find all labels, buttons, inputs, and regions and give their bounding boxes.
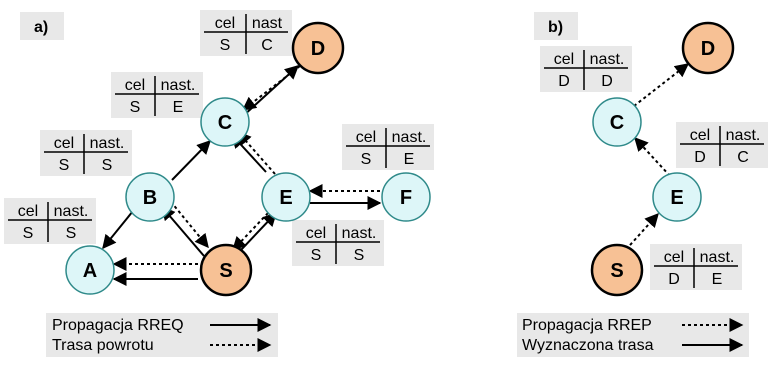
table-header-next: nast. xyxy=(89,135,125,152)
node-s xyxy=(201,245,251,295)
table-header-next: nast. xyxy=(341,225,377,242)
edge-c-d-rrep xyxy=(634,64,688,106)
table-value-target: D xyxy=(668,271,680,288)
node-b-label: B xyxy=(142,187,158,209)
table-value-next: E xyxy=(711,271,723,288)
table-b-s xyxy=(650,244,742,290)
table-f xyxy=(342,124,434,170)
node-b-e-label: E xyxy=(670,187,684,209)
table-value-next: E xyxy=(172,99,184,116)
legend-dotted-label: Propagacja RREP xyxy=(522,317,652,334)
edge-c-d-rreq xyxy=(243,66,298,116)
panel-b-label: b) xyxy=(548,19,564,36)
table-a xyxy=(4,198,96,244)
table-header-target: cel xyxy=(17,203,39,220)
table-header-next: nast. xyxy=(699,249,735,266)
panel-a-label: a) xyxy=(34,19,49,36)
node-e-label: E xyxy=(279,187,293,209)
legend-solid-label: Wyznaczona trasa xyxy=(522,337,654,354)
panel-a xyxy=(4,10,434,357)
node-f xyxy=(382,173,430,221)
table-value-next: E xyxy=(403,151,415,168)
table-e xyxy=(292,220,384,266)
node-e xyxy=(262,173,310,221)
table-c xyxy=(111,72,203,118)
node-d xyxy=(293,23,343,73)
table-header-next: nast. xyxy=(725,127,761,144)
table-value-next: S xyxy=(353,247,365,264)
edge-b-a-rreq xyxy=(103,211,133,248)
node-b-c-label: C xyxy=(609,112,625,134)
edge-b-c-rreq xyxy=(172,141,210,180)
table-header-target: cel xyxy=(305,225,327,242)
node-b-s xyxy=(592,245,642,295)
panel-b-legend xyxy=(517,313,749,357)
table-header-next: nast. xyxy=(391,129,427,146)
table-header-next: nast. xyxy=(589,51,625,68)
edge-s-e-rreq xyxy=(240,213,276,251)
edge-e-s-return xyxy=(233,213,268,250)
node-b-c xyxy=(593,98,641,146)
node-b-d-label: D xyxy=(700,38,716,60)
table-header-target: cel xyxy=(53,135,75,152)
table-header-next: nast xyxy=(251,15,283,32)
node-s-label: S xyxy=(219,260,233,282)
edge-e-c-rrep xyxy=(635,138,670,176)
table-value-target: S xyxy=(360,151,372,168)
table-b-e xyxy=(676,122,768,168)
table-value-next: S xyxy=(65,225,77,242)
table-header-target: cel xyxy=(355,129,377,146)
table-header-next: nast. xyxy=(160,77,196,94)
table-value-next: D xyxy=(601,73,613,90)
node-b-d xyxy=(683,23,733,73)
table-b xyxy=(40,130,132,176)
table-header-target: cel xyxy=(663,249,685,266)
table-value-target: S xyxy=(219,37,231,54)
table-value-target: D xyxy=(558,73,570,90)
table-value-target: S xyxy=(129,99,141,116)
table-header-target: cel xyxy=(214,15,236,32)
table-value-target: D xyxy=(694,149,706,166)
panel-a-legend xyxy=(46,313,278,357)
legend-solid-label: Propagacja RREQ xyxy=(52,317,184,334)
table-value-target: S xyxy=(310,247,322,264)
table-value-next: S xyxy=(101,157,113,174)
legend-dotted-label: Trasa powrotu xyxy=(52,337,154,354)
node-c-label: C xyxy=(217,112,233,134)
table-d xyxy=(200,10,292,56)
node-b-e xyxy=(653,173,701,221)
table-value-target: S xyxy=(58,157,70,174)
node-b-s-label: S xyxy=(610,260,624,282)
table-value-target: S xyxy=(22,225,34,242)
panel-b xyxy=(517,12,768,357)
table-header-target: cel xyxy=(689,127,711,144)
table-header-target: cel xyxy=(124,77,146,94)
node-c xyxy=(201,98,249,146)
table-value-next: C xyxy=(261,37,273,54)
node-b xyxy=(126,173,174,221)
node-a xyxy=(66,246,114,294)
table-value-next: C xyxy=(737,149,749,166)
edge-s-b-rreq xyxy=(162,207,204,256)
node-d-label: D xyxy=(310,38,326,60)
table-header-target: cel xyxy=(553,51,575,68)
node-a-label: A xyxy=(82,260,98,282)
table-b-c xyxy=(540,46,632,92)
table-header-next: nast. xyxy=(53,203,89,220)
node-f-label: F xyxy=(399,187,413,209)
